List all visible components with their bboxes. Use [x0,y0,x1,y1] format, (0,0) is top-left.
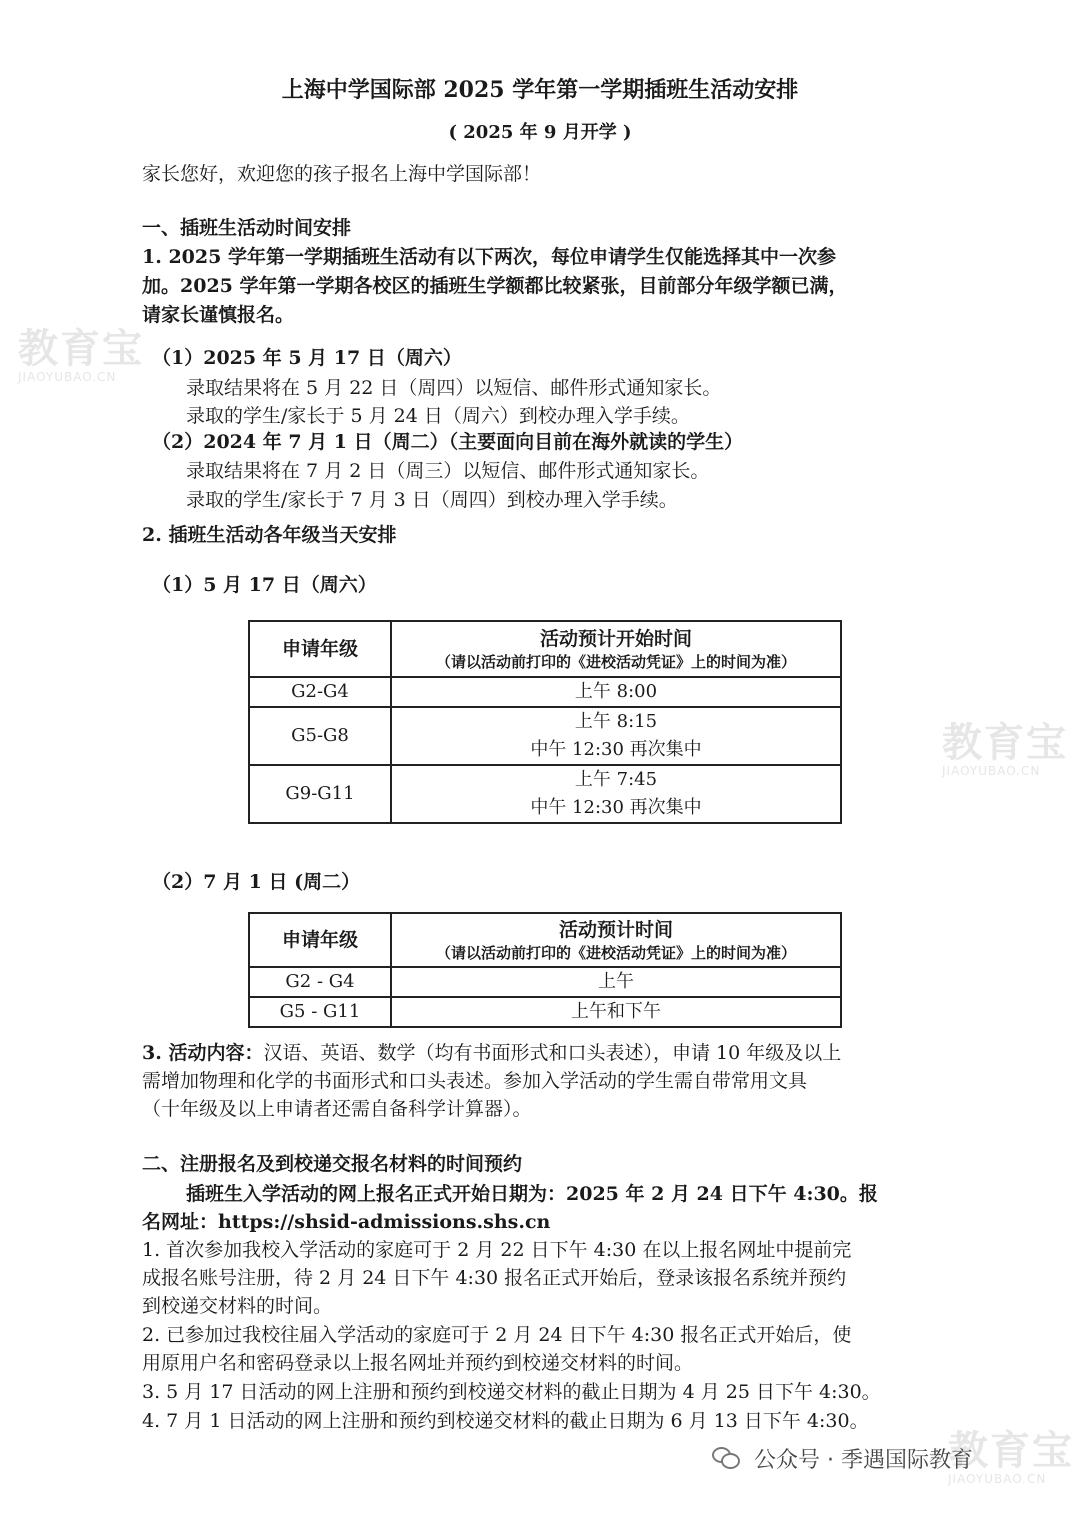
table2-label: （2）7 月 1 日 (周二） [152,871,361,893]
section2-item-line: 1. 首次参加我校入学活动的家庭可于 2 月 22 日下午 4:30 在以上报名网址中提前完 [142,1239,852,1261]
grade-cell: G5 - G11 [249,997,391,1027]
table-header-time-note: （请以活动前打印的《进校活动凭证》上的时间为准） [435,944,796,962]
wechat-footer [712,1438,1072,1478]
section2-item-line: 4. 7 月 1 日活动的网上注册和预约到校递交材料的截止日期为 6 月 13 日下午 4:30。 [142,1410,869,1432]
section1-item3-line [142,1041,841,1065]
table-header-time-label: 活动预计时间 [558,919,673,941]
table-header-grade: 申请年级 [249,913,391,967]
time-line: 上午 8:15 [574,711,658,732]
table-header-time-note: （请以活动前打印的《进校活动凭证》上的时间为准） [435,653,796,671]
time-line: 中午 12:30 再次集中 [530,739,702,760]
schedule-table-may17 [248,620,842,824]
page-title: 上海中学国际部 2025 学年第一学期插班生活动安排 [281,77,799,103]
section1-item2-heading: 2. 插班生活动各年级当天安排 [142,524,397,546]
time-line: 上午 7:45 [574,769,658,790]
watermark-text: 教育宝 [942,720,1068,766]
table-row [249,677,841,707]
section2-item-line: 用原用户名和密码登录以上报名网址并预约到校递交材料的时间。 [142,1352,694,1374]
section1-item1-line: 1. 2025 学年第一学期插班生活动有以下两次，每位申请学生仅能选择其中一次参 [142,246,836,268]
greeting: 家长您好，欢迎您的孩子报名上海中学国际部！ [142,163,542,185]
schedule-table-jul1 [248,912,842,1028]
table-header-grade: 申请年级 [249,621,391,677]
page-subtitle: ( 2025 年 9 月开学 ) [448,122,632,143]
wechat-icon [712,1447,740,1469]
watermark-text: 教育宝 [948,1428,1074,1474]
watermark-logo [942,722,1068,778]
section2-item-line: 到校递交材料的时间。 [142,1295,333,1317]
section2-intro-line: 插班生入学活动的网上报名正式开始日期为：2025 年 2 月 24 日下午 4:30。报 [186,1183,878,1205]
session2-line: 录取的学生/家长于 7 月 3 日（周四）到校办理入学手续。 [186,489,678,511]
section1-item1-line: 请家长谨慎报名。 [142,304,295,326]
section1-heading: 一、插班生活动时间安排 [142,217,352,239]
grade-cell: G2-G4 [249,677,391,707]
section2-item-line: 3. 5 月 17 日活动的网上注册和预约到校递交材料的截止日期为 4 月 25 日下午 4:30。 [142,1381,881,1403]
table-header-time-label: 活动预计开始时间 [539,628,692,650]
item3-label: 3. 活动内容： [142,1042,264,1064]
watermark-logo [18,328,144,384]
section1-item1-line: 加。2025 学年第一学期各校区的插班生学额都比较紧张，目前部分年级学额已满， [142,275,848,297]
grade-cell: G2 - G4 [249,967,391,997]
time-line: 中午 12:30 再次集中 [530,797,702,818]
time-cell [391,707,841,765]
watermark-url: JIAOYUBAO.CN [18,370,117,384]
item3-text: 汉语、英语、数学（均有书面形式和口头表述），申请 10 年级及以上 [263,1042,842,1064]
table-row [249,967,841,997]
table1-label: （1）5 月 17 日（周六） [152,574,377,596]
table-row [249,997,841,1027]
time-cell: 上午 [391,967,841,997]
table-row [249,707,841,765]
table-header-time [391,621,841,677]
footer-text: 公众号 · 季遇国际教育 [754,1447,973,1473]
section2-item-line: 2. 已参加过我校往届入学活动的家庭可于 2 月 24 日下午 4:30 报名正式开始后，使 [142,1324,852,1346]
time-cell: 上午和下午 [391,997,841,1027]
session2-heading: （2）2024 年 7 月 1 日（周二）（主要面向目前在海外就读的学生） [152,431,744,453]
section2-intro-line: 名网址：https://shsid-admissions.shs.cn [142,1211,551,1233]
section1-item3-line: 需增加物理和化学的书面形式和口头表述。参加入学活动的学生需自带常用文具 [142,1070,808,1092]
table-header-time [391,913,841,967]
session1-line: 录取的学生/家长于 5 月 24 日（周六）到校办理入学手续。 [186,405,690,427]
time-cell: 上午 8:00 [391,677,841,707]
section2-item-line: 成报名账号注册，待 2 月 24 日下午 4:30 报名正式开始后，登录该报名系统并预约 [142,1267,847,1289]
session1-line: 录取结果将在 5 月 22 日（周四）以短信、邮件形式通知家长。 [186,377,722,399]
time-cell [391,765,841,823]
grade-cell: G9-G11 [249,765,391,823]
watermark-url: JIAOYUBAO.CN [948,1472,1047,1486]
watermark-text: 教育宝 [18,326,144,372]
session2-line: 录取结果将在 7 月 2 日（周三）以短信、邮件形式通知家长。 [186,460,710,482]
session1-heading: （1）2025 年 5 月 17 日（周六） [152,347,462,369]
watermark-url: JIAOYUBAO.CN [942,764,1041,778]
grade-cell: G5-G8 [249,707,391,765]
table-row [249,765,841,823]
section2-heading: 二、注册报名及到校递交报名材料的时间预约 [142,1153,523,1175]
section1-item3-line: （十年级及以上申请者还需自备科学计算器）。 [142,1098,532,1120]
